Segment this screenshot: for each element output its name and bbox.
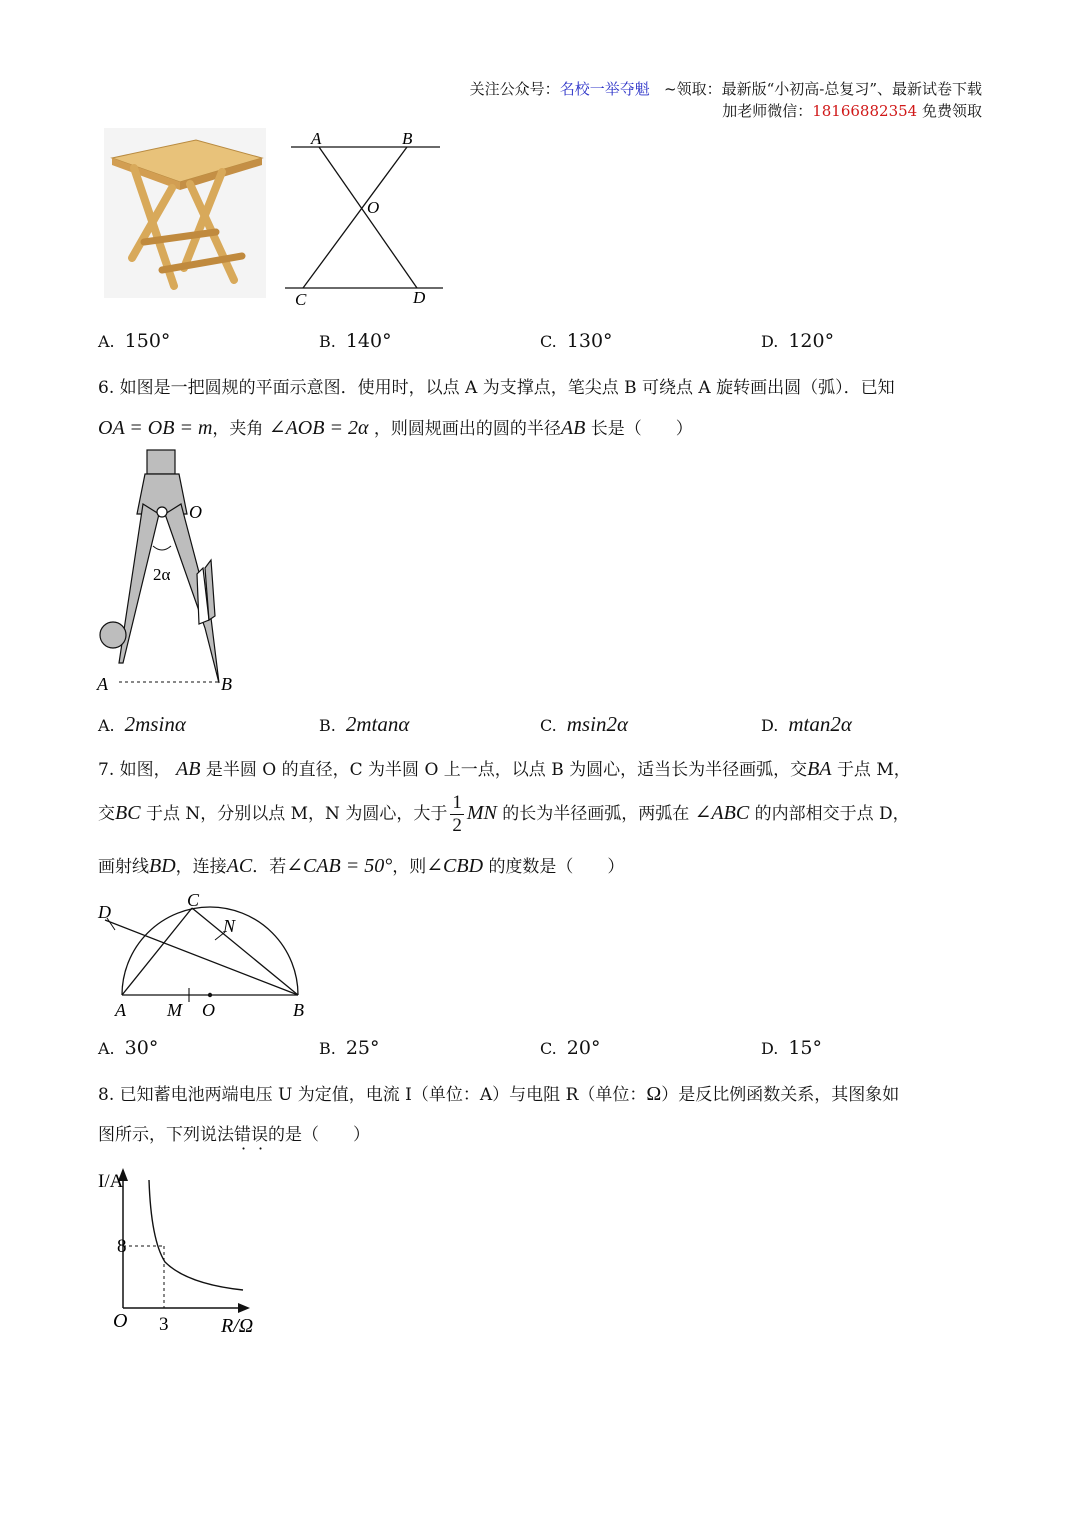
q7-stem-line-1: 7. 如图， AB 是半圆 O 的直径，C 为半圆 O 上一点，以点 B 为圆心，适当长为半径画弧，交BA 于点 M， <box>98 758 911 780</box>
q5-option-b[interactable]: B. 140° <box>319 330 392 352</box>
label-O: O <box>367 198 380 217</box>
label-C: C <box>295 290 307 309</box>
q8-stem-line-1: 8. 已知蓄电池两端电压 U 为定值，电流 I（单位：A）与电阻 R（单位：Ω）是反比例函数关系，其图象如 <box>98 1083 900 1105</box>
origin-label: O <box>113 1310 128 1332</box>
label-B: B <box>221 674 232 694</box>
label-O: O <box>202 1000 215 1020</box>
q7-stem-line-2: 交BC 于点 N，分别以点 M，N 为圆心，大于 $\frac{1}{2}$ MN 的长为半径画弧，两弧在 ∠ABC 的内部相交于点 D， <box>98 792 910 836</box>
q5-option-d[interactable]: D. 120° <box>761 330 835 352</box>
q5-option-a[interactable]: A. 150° <box>98 330 171 352</box>
q6-stem-line-1: 6. 如图是一把圆规的平面示意图．使用时，以点 A 为支撑点，笔尖点 B 可绕点 A 旋转画出圆（弧）．已知 <box>98 378 895 398</box>
q6-option-d[interactable]: D. mtan2α <box>761 712 852 736</box>
q7-option-d[interactable]: D. 15° <box>761 1037 823 1059</box>
compass-figure <box>95 448 255 698</box>
label-B: B <box>402 129 413 148</box>
y-tick-8: 8 <box>117 1236 127 1257</box>
y-axis-label: I/A <box>98 1171 124 1192</box>
wechat-phone: 18166882354 <box>812 102 918 120</box>
q7-option-c[interactable]: C. 20° <box>540 1037 601 1059</box>
q7-stem-line-3: 画射线BD，连接AC．若∠CAB = 50°，则∠CBD 的度数是（ ） <box>98 855 625 877</box>
q7-option-b[interactable]: B. 25° <box>319 1037 380 1059</box>
fraction-half: $\frac{1}{2}$ <box>452 792 462 836</box>
x-axis-label: R/Ω <box>221 1315 254 1337</box>
label-D: D <box>413 288 426 307</box>
label-D: D <box>98 902 111 922</box>
angle-label: 2α <box>153 565 171 584</box>
label-O: O <box>189 502 202 522</box>
q6-stem-line-2: OA = OB = m，夹角 ∠AOB = 2α ，则圆规画出的圆的半径AB 长是（ ） <box>98 417 693 439</box>
brand-link[interactable]: 名校一举夺魁 <box>559 80 650 98</box>
q5-parallel-lines-figure <box>285 125 450 310</box>
q6-option-b[interactable]: B. 2mtanα <box>319 712 410 736</box>
label-C: C <box>187 890 200 910</box>
semicircle-figure <box>95 888 320 1023</box>
header-line-2: 加老师微信：18166882354 免费领取 <box>722 102 982 120</box>
q5-option-c[interactable]: C. 130° <box>540 330 613 352</box>
q8-stem-line-2: 图所示，下列说法错误的是（ ） <box>98 1125 370 1145</box>
folding-table-photo <box>104 128 266 298</box>
label-A: A <box>115 1000 126 1020</box>
label-M: M <box>167 1000 182 1020</box>
inverse-proportion-graph <box>95 1160 275 1345</box>
label-A: A <box>311 129 322 148</box>
q6-option-c[interactable]: C. msin2α <box>540 712 628 736</box>
header-line-1: 关注公众号：名校一举夺魁 ~领取：最新版“小初高-总复习”、最新试卷下载 <box>469 80 982 98</box>
q7-option-a[interactable]: A. 30° <box>98 1037 159 1059</box>
q6-option-a[interactable]: A. 2msinα <box>98 712 186 736</box>
x-tick-3: 3 <box>159 1314 169 1335</box>
label-B: B <box>293 1000 304 1020</box>
label-A: A <box>97 674 108 694</box>
label-N: N <box>223 916 236 936</box>
